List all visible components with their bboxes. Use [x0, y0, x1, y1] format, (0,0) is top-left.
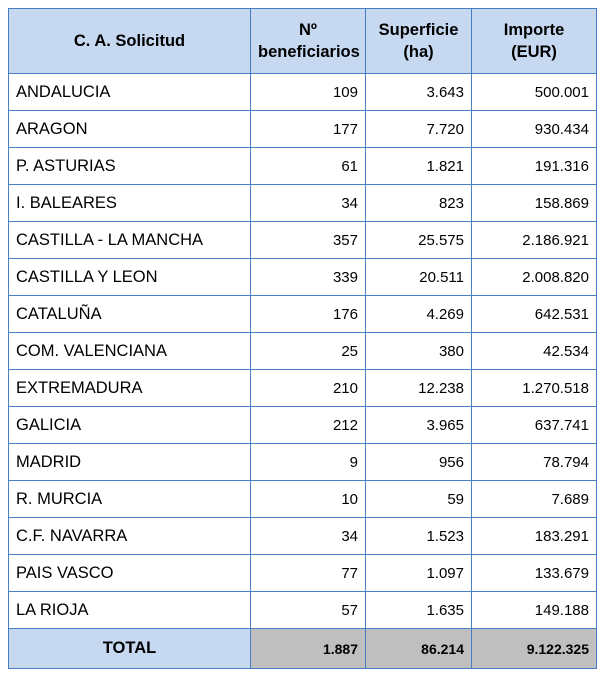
table-row [9, 555, 597, 592]
table-row [9, 74, 597, 111]
header-amount [472, 9, 597, 74]
cell-beneficiaries: 177 [251, 111, 366, 148]
cell-beneficiaries: 10 [251, 481, 366, 518]
cell-region: PAIS VASCO [9, 555, 251, 592]
cell-amount: 149.188 [472, 592, 597, 629]
cell-region: CASTILLA Y LEON [9, 259, 251, 296]
cell-amount: 78.794 [472, 444, 597, 481]
header-beneficiaries-line1: Nº [299, 21, 317, 39]
table-row [9, 444, 597, 481]
cell-surface: 7.720 [366, 111, 472, 148]
cell-surface: 59 [366, 481, 472, 518]
cell-amount: 191.316 [472, 148, 597, 185]
table-body [9, 74, 597, 629]
cell-surface: 956 [366, 444, 472, 481]
total-row [9, 629, 597, 669]
total-amount: 9.122.325 [472, 629, 597, 669]
cell-amount: 2.008.820 [472, 259, 597, 296]
cell-amount: 183.291 [472, 518, 597, 555]
cell-beneficiaries: 339 [251, 259, 366, 296]
cell-region: C.F. NAVARRA [9, 518, 251, 555]
table-row [9, 518, 597, 555]
table-row [9, 333, 597, 370]
cell-amount: 7.689 [472, 481, 597, 518]
header-amount-line1: Importe [503, 21, 565, 39]
cell-surface: 12.238 [366, 370, 472, 407]
header-beneficiaries-line2: beneficiarios [258, 43, 360, 61]
header-row [9, 9, 597, 74]
cell-beneficiaries: 34 [251, 185, 366, 222]
table-header [9, 9, 597, 74]
cell-beneficiaries: 25 [251, 333, 366, 370]
header-beneficiaries [251, 9, 366, 74]
cell-beneficiaries: 176 [251, 296, 366, 333]
header-region: C. A. Solicitud [9, 9, 251, 74]
cell-surface: 1.635 [366, 592, 472, 629]
cell-region: GALICIA [9, 407, 251, 444]
table-row [9, 592, 597, 629]
cell-region: ARAGON [9, 111, 251, 148]
cell-beneficiaries: 210 [251, 370, 366, 407]
total-label: TOTAL [9, 629, 251, 669]
table-row [9, 296, 597, 333]
total-surface: 86.214 [366, 629, 472, 669]
summary-table [8, 8, 597, 669]
cell-beneficiaries: 77 [251, 555, 366, 592]
cell-surface: 1.097 [366, 555, 472, 592]
cell-surface: 3.643 [366, 74, 472, 111]
cell-region: I. BALEARES [9, 185, 251, 222]
cell-region: EXTREMADURA [9, 370, 251, 407]
header-amount-line2: (EUR) [511, 43, 557, 61]
table-row [9, 185, 597, 222]
cell-surface: 1.523 [366, 518, 472, 555]
header-surface-line2: (ha) [403, 43, 434, 61]
cell-region: P. ASTURIAS [9, 148, 251, 185]
cell-beneficiaries: 212 [251, 407, 366, 444]
cell-amount: 642.531 [472, 296, 597, 333]
cell-region: CATALUÑA [9, 296, 251, 333]
cell-region: R. MURCIA [9, 481, 251, 518]
cell-amount: 133.679 [472, 555, 597, 592]
table-row [9, 481, 597, 518]
table-row [9, 222, 597, 259]
table-footer [9, 629, 597, 669]
table-row [9, 370, 597, 407]
cell-beneficiaries: 9 [251, 444, 366, 481]
cell-surface: 4.269 [366, 296, 472, 333]
cell-amount: 637.741 [472, 407, 597, 444]
cell-region: LA RIOJA [9, 592, 251, 629]
cell-region: MADRID [9, 444, 251, 481]
header-surface [366, 9, 472, 74]
cell-surface: 3.965 [366, 407, 472, 444]
cell-region: ANDALUCIA [9, 74, 251, 111]
cell-surface: 25.575 [366, 222, 472, 259]
cell-beneficiaries: 357 [251, 222, 366, 259]
cell-surface: 20.511 [366, 259, 472, 296]
cell-region: COM. VALENCIANA [9, 333, 251, 370]
cell-beneficiaries: 61 [251, 148, 366, 185]
table-row [9, 148, 597, 185]
header-surface-line1: Superficie [378, 21, 459, 39]
total-beneficiaries: 1.887 [251, 629, 366, 669]
cell-amount: 42.534 [472, 333, 597, 370]
cell-beneficiaries: 57 [251, 592, 366, 629]
cell-surface: 380 [366, 333, 472, 370]
table-row [9, 407, 597, 444]
cell-amount: 500.001 [472, 74, 597, 111]
cell-surface: 823 [366, 185, 472, 222]
cell-region: CASTILLA - LA MANCHA [9, 222, 251, 259]
cell-beneficiaries: 34 [251, 518, 366, 555]
cell-amount: 930.434 [472, 111, 597, 148]
cell-beneficiaries: 109 [251, 74, 366, 111]
table-row [9, 111, 597, 148]
cell-amount: 2.186.921 [472, 222, 597, 259]
cell-amount: 158.869 [472, 185, 597, 222]
cell-surface: 1.821 [366, 148, 472, 185]
table-row [9, 259, 597, 296]
cell-amount: 1.270.518 [472, 370, 597, 407]
